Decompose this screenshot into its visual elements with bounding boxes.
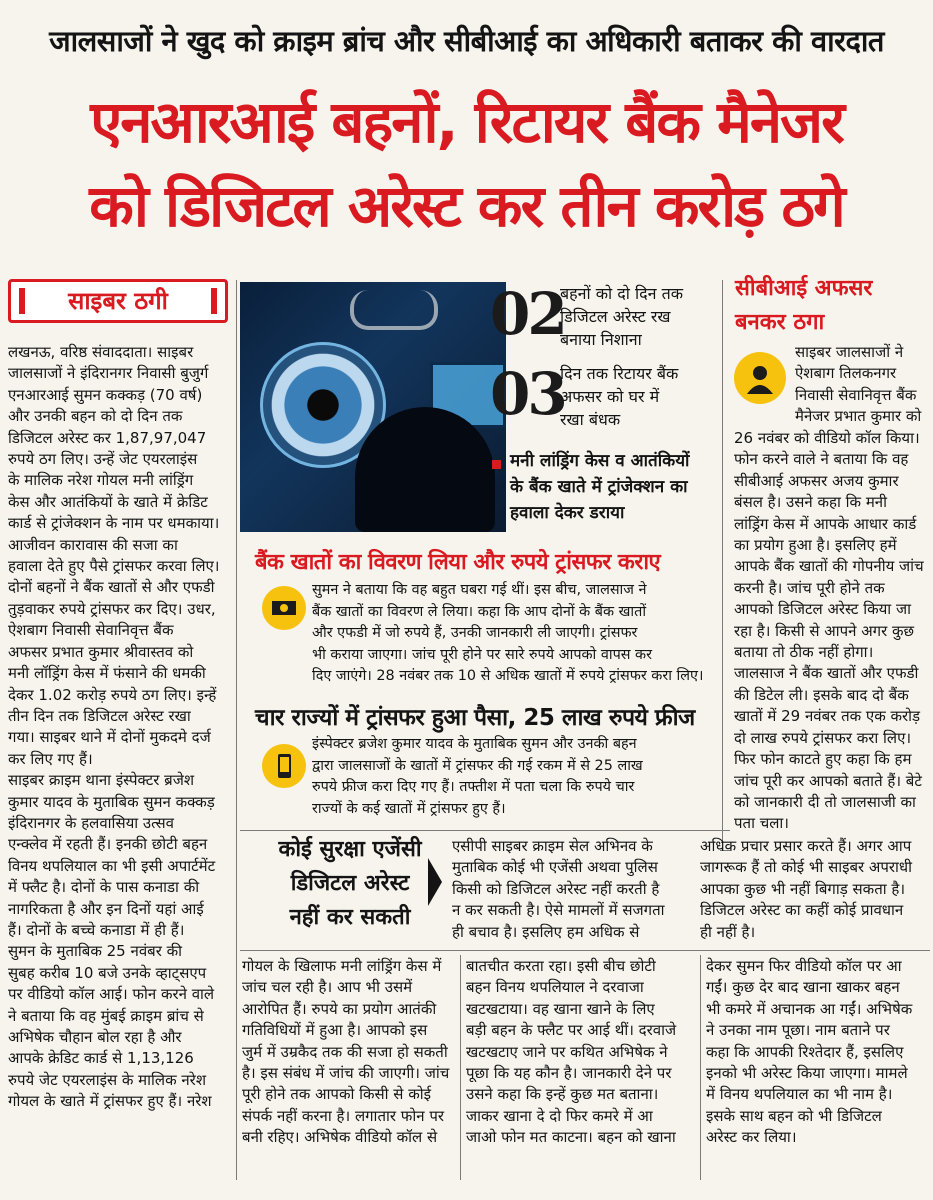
agency-line: डिजिटल अरेस्ट का कहीं कोई प्रावधान [700,901,904,920]
box-text-four-states [312,734,722,824]
article-line: बनी रहिए। अभिषेक वीडियो कॉल से [242,1128,438,1147]
article-line: कर लिए गए हैं। [8,749,93,768]
box-line: भी कराया जाएगा। जांच पूरी होने पर सारे रुपये आपको वापस कर [312,646,652,663]
article-line: गोयल के खिलाफ मनी लांड्रिंग केस में [242,957,442,975]
box-heading-bank-details: बैंक खातों का विवरण लिया और रुपये ट्रांसफर कराए [255,550,661,575]
article-line: एन्क्लेव में रहती हैं। इनकी छोटी बहन [8,835,208,854]
article-line: जाकर खाना दे दो फिर कमरे में आ [466,1106,653,1125]
article-line: गोयल के खाते में ट्रांसफर हुए हैं। नरेश [8,1092,212,1111]
stat-number: 02 [490,280,565,348]
side-line: को जानकारी दी तो जालसाजी का [734,792,916,811]
agency-line: आपका कुछ भी नहीं बिगाड़ सकता है। [700,879,906,898]
side-intro-text [795,342,925,430]
article-line: सुमन के मुताबिक 25 नवंबर की [8,942,183,961]
side-line: निवासी सेवानिवृत्त बैंक [795,385,917,404]
stat-description: बहनों को दो दिन तक डिजिटल अरेस्ट रख बनाया निशाना [560,284,683,349]
headline-line-1: एनआरआई बहनों, रिटायर बैंक मैनेजर [90,88,843,156]
side-line: सीबीआई अफसर अजय कुमार [734,471,899,490]
tag-bar-left [19,288,25,314]
side-line: 26 नवंबर को वीडियो कॉल किया। [734,429,920,447]
article-line: मनी लॉड्रिंग केस में फंसाने की धमकी [8,664,206,683]
article-line: केस और आतंकियों के खाते में क्रेडिट [8,492,208,511]
article-line: अरेस्ट कर लिया। [706,1128,797,1147]
side-line: करनी है। जांच पूरी होने तक [734,578,885,597]
bottom-column-1 [242,956,454,1166]
article-line: अफसर प्रभात कुमार श्रीवास्तव को [8,642,194,661]
box-line: दिए जाएंगे। 28 नवंबर तक 10 से अधिक खातों में रुपये ट्रांसफर करा लिए। [312,668,704,684]
agency-line: एसीपी साइबर क्राइम सेल अभिनव के [452,837,653,855]
side-line: साइबर जालसाजों ने [795,343,904,361]
agency-line: अधिक प्रचार प्रसार करते हैं। अगर आप [700,837,912,855]
side-line: रहा है। किसी से आपने अगर कुछ [734,621,915,640]
article-line: ऐशबाग निवासी सेवानिवृत्त बैंक [8,621,174,640]
side-line: दो लाख रुपये ट्रांसफर करा लिए। [734,728,912,747]
article-line: एनआरआई सुमन कक्कड़ (70 वर्ष) [8,385,203,404]
article-line: में फ्लैट है। दोनों के पास कनाडा की [8,878,200,897]
tag-bar-right [211,288,217,314]
handcuffs-icon [350,290,438,330]
agency-heading: कोई सुरक्षा एजेंसी डिजिटल अरेस्ट नहीं कर सकती [278,837,422,930]
side-line: फिर फोन काटते हुए कहा कि हम [734,750,912,769]
phone-icon [262,744,306,788]
article-line: बड़ी बहन के फ्लैट पर आई थीं। दरवाजे [466,1021,677,1040]
article-line: जाओ फोन मत काटना। बहन को खाना [466,1128,676,1147]
article-line: साइबर क्राइम थाना इंस्पेक्टर ब्रजेश [8,771,195,790]
article-line: इसके साथ बहन को भी डिजिटल [706,1106,882,1125]
section-tag-label: साइबर ठगी [68,287,168,315]
article-line: में विनय थपलियाल का भी नाम है। [706,1085,893,1104]
side-line: खातों में 29 नवंबर तक एक करोड़ [734,707,921,726]
side-line: आपके बैंक खातों की गोपनीय जांच [734,557,924,576]
article-line: और उनकी बहन को दो दिन तक [8,407,183,426]
box-heading-four-states: चार राज्यों में ट्रांसफर हुआ पैसा, 25 लाख रुपये फ्रीज [255,705,695,731]
article-line: विनय थपलियाल का भी इसी अपार्टमेंट [8,856,216,875]
callout-text: मनी लांड्रिंग केस व आतंकियों के बैंक खाते में ट्रांजेक्शन का हवाला देकर डराया [510,451,690,523]
chevron-right-icon [428,858,442,906]
agency-text-right [700,836,925,948]
article-line: गईं। कुछ देर बाद खाना खाकर बहन [706,978,900,997]
article-line: सुबह करीब 10 बजे उनके व्हाट्सएप [8,963,207,982]
stat-description: दिन तक रिटायर बैंक अफसर को घर में रखा बंधक [560,364,679,429]
article-line: जुर्म में उम्रकैद तक की सजा हो सकती [242,1042,448,1061]
article-line: पर वीडियो कॉल आई। फोन करने वाले [8,985,215,1004]
headline-line-2: को डिजिटल अरेस्ट कर तीन करोड़ ठगे [89,172,844,240]
article-line: देकर 1.02 करोड़ रुपये ठग लिए। इन्हें [8,685,217,704]
hacker-icon [734,352,786,404]
box-line: द्वारा जालसाजों के खातों में ट्रांसफर की गई रकम में से 25 लाख [312,757,643,774]
article-line: आपके क्रेडिट कार्ड से 1,13,126 [8,1049,194,1068]
article-line: गया। साइबर थाने में दोनों मुकदमे दर्ज [8,728,211,747]
side-line: आपको डिजिटल अरेस्ट किया जा [734,600,911,619]
agency-line: ही नहीं है। [700,922,756,941]
article-line: संपर्क नहीं करना है। लगातार फोन पर [242,1106,444,1125]
side-line: मैनेजर प्रभात कुमार को [795,407,922,426]
rule [240,950,930,951]
article-line: तीन दिन तक डिजिटल अरेस्ट रखा [8,706,191,725]
stat-number: 03 [490,360,565,428]
money-icon [262,586,306,630]
article-line: बहन विनय थपलियाल ने दरवाजा [466,978,644,997]
article-line: तुड़वाकर रुपये ट्रांसफर कर दिए। उधर, [8,599,216,618]
article-line: इंदिरानगर के हलवासिया उत्सव [8,813,174,832]
article-line: नागरिकता है और इन दिनों यहां आई [8,899,204,918]
article-line: जांच चल रही है। आप भी उसमें [242,978,413,997]
box-line: और एफडी में जो रुपये हैं, उनकी जानकारी ली जाएगी। ट्रांसफर [312,625,638,641]
side-line: बताया तो ठीक नहीं होगा। [734,643,874,662]
article-line: जालसाजों ने इंदिरानगर निवासी बुजुर्ग [8,364,209,383]
side-line: जालसाज ने बैंक खातों और एफडी [734,664,919,683]
agency-line: किसी को डिजिटल अरेस्ट नहीं करती है [452,879,660,898]
bottom-column-3 [706,956,926,1166]
side-line: की डिटेल ली। इसके बाद दो बैंक [734,685,909,704]
kicker-headline: जालसाजों ने खुद को क्राइम ब्रांच और सीबीआई का अधिकारी बताकर की वारदात [49,24,884,58]
box-line: रुपये फ्रीज करा दिए गए हैं। तफ्तीश में पता चला कि रुपये चार [312,779,635,795]
side-line: पता चला। [734,814,789,833]
article-line: ने उनका नाम पूछा। नाम बताने पर [706,1021,890,1040]
article-line: के मालिक नरेश गोयल मनी लांड्रिंग [8,471,194,490]
section-tag [8,279,228,323]
article-line: दोनों बहनों ने बैंक खातों से और एफडी [8,578,215,597]
column-divider [460,955,461,1180]
agency-line: न कर सकती है। ऐसे मामलों में सजगता [452,901,665,920]
article-line: कहा कि आपकी रिश्तेदार हैं, इसलिए [706,1042,904,1061]
article-line: कार्ड से ट्रांजेक्शन के नाम पर धमकाया। [8,514,220,533]
article-line: खटखटाया। वह खाना खाने के लिए [466,999,655,1018]
agency-text-middle [452,836,687,948]
article-line: हवाला देते हुए पैसे ट्रांसफर करवा लिए। [8,557,220,576]
article-line: लखनऊ, वरिष्ठ संवाददाता। साइबर [8,343,194,361]
box-line: सुमन ने बताया कि वह बहुत घबरा गई थीं। इस बीच, जालसाज ने [312,582,647,598]
article-line: भी कमरे में अचानक आ गईं। अभिषेक [706,999,913,1018]
article-line: आजीवन कारावास की सजा का [8,535,178,554]
article-line: हैं। दोनों के बच्चे कनाडा में ही हैं। [8,920,185,939]
box-line: बैंक खातों का विवरण ले लिया। कहा कि आप दोनों के बैंक खातों [312,603,647,620]
article-line: रुपये ठग लिए। उन्हें जेट एयरलाइंस [8,450,198,469]
side-heading: सीबीआई अफसर बनकर ठगा [735,276,873,335]
article-line: पूरी होने तक आपको किसी से कोई [242,1085,431,1104]
bottom-column-2 [466,956,694,1166]
article-line: है। इस संबंध में जांच की जाएगी। जांच [242,1064,450,1083]
box-line: इंस्पेक्टर ब्रजेश कुमार यादव के मुताबिक सुमन और उनकी बहन [312,736,637,752]
agency-line: जागरूक हैं तो कोई भी साइबर अपराधी [700,858,913,877]
article-line: देकर सुमन फिर वीडियो कॉल पर आ [706,957,902,975]
article-line: रुपये जेट एयरलाइंस के मालिक नरेश [8,1070,207,1089]
box-text-bank-details [312,580,722,690]
agency-line: मुताबिक कोई भी एजेंसी अथवा पुलिस [452,858,658,877]
article-line: ने बताया कि वह मुंबई क्राइम ब्रांच से [8,1006,204,1025]
side-line: लांड्रिंग केस में आपके आधार कार्ड [734,514,917,533]
article-line: बातचीत करता रहा। इसी बीच छोटी [466,957,656,975]
column-divider [236,280,237,1180]
side-line: फोन करने वाले ने बताया कि वह [734,450,909,469]
article-line: खटखटाए जाने पर कथित अभिषेक ने [466,1042,668,1061]
bullet-square [492,460,501,469]
article-line: आरोपित हैं। रुपये का प्रयोग आतंकी [242,999,437,1018]
agency-line: ही बचाव है। इसलिए हम अधिक से [452,922,640,941]
main-article-column [8,342,230,1182]
article-line: इनको भी अरेस्ट किया जाएगा। मामले [706,1064,908,1083]
box-line: राज्यों के कई खातों में ट्रांसफर हुए हैं। [312,800,506,817]
column-divider [700,955,701,1180]
article-line: पूछा कि यह कौन है। जानकारी देने पर [466,1064,672,1083]
rule [240,830,730,831]
article-line: कुमार यादव के मुताबिक सुमन कक्कड़ [8,792,215,811]
article-line: अभिषेक चौहान बोल रहा है और [8,1028,182,1046]
side-line: जांच पूरी कर आपको बताते हैं। बेटे [734,771,922,790]
side-line: का प्रयोग हुआ है। इसलिए हमें [734,536,897,555]
article-line: डिजिटल अरेस्ट कर 1,87,97,047 [8,428,207,447]
cyber-fraud-photo [240,282,506,532]
side-line: बंसल है। उसने कहा कि मनी [734,493,888,512]
side-article-text [734,428,926,848]
article-line: उसने कहा कि इन्हें कुछ मत बताना। [466,1085,659,1104]
side-line: ऐशबाग तिलकनगर [795,364,897,383]
article-line: गतिविधियों में हुआ है। आपको इस [242,1021,428,1040]
